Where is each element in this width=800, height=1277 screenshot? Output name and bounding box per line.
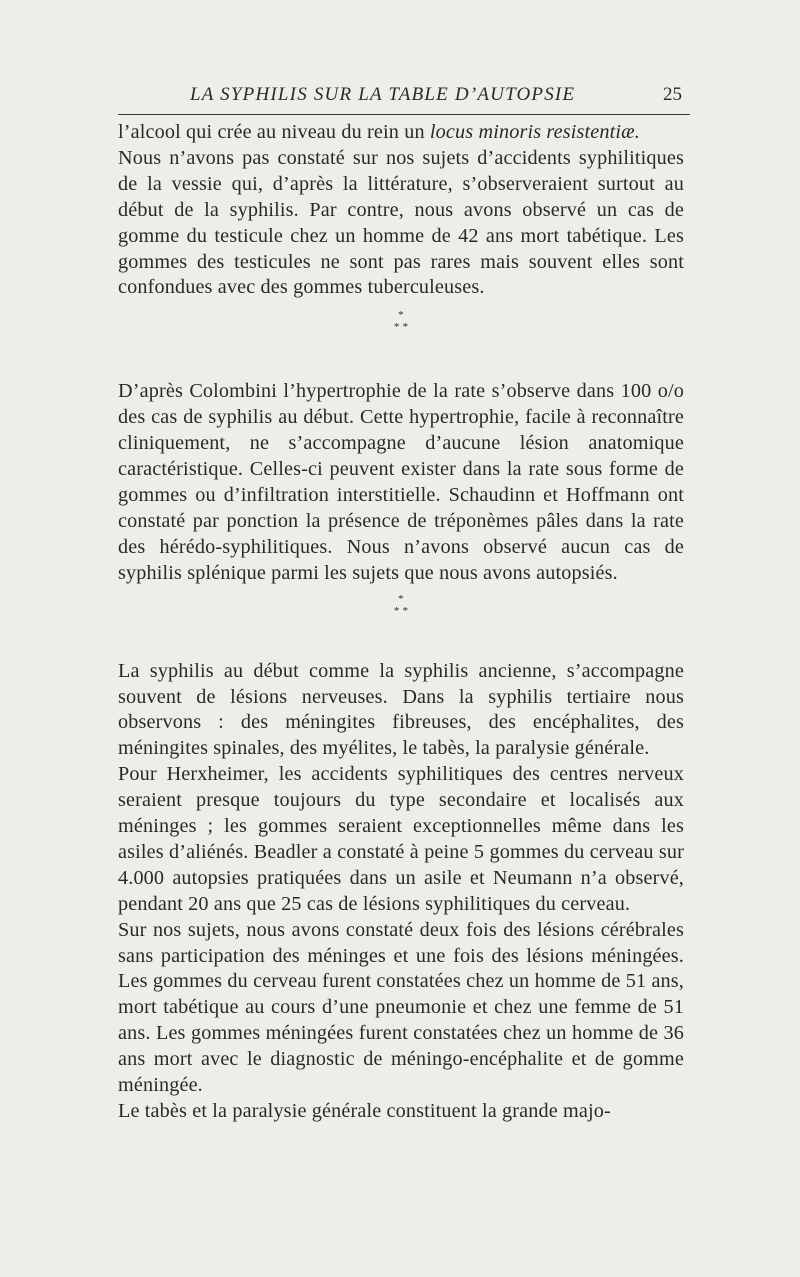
paragraph: Sur nos sujets, nous avons constaté deux fois des lésions cérébrales sans participation des méninges et une fois des lésions méningées. Les gommes du cerveau furent constatées chez un homme de 51 ans, mort tabétique au cours d’une pneumonie et chez une femme de 51 ans. Les gommes méningées furent constatées chez un homme de 36 ans mort avec le diagnostic de méningo-encéphalite et de gomme méningée. [118, 918, 684, 1097]
paragraph: D’après Colombini l’hypertrophie de la rate s’observe dans 100 o/o des cas de syphilis au début. Cette hypertrophie, facile à reconnaître cliniquement, ne s’accompagne d’aucune lésion anatomique caractéristique. Celles-ci peuvent exister dans la rate sous forme de gommes ou d’infiltration interstitielle. Schaudinn et Hoffmann ont constaté par ponction la présence de tréponèmes pâles dans la rate des hérédo-syphilitiques. Nous n’avons observé aucun cas de syphilis splénique parmi les sujets que nous avons autopsiés. [118, 380, 684, 584]
paragraph: Nous n’avons pas constaté sur nos sujets d’accidents syphilitiques de la vessie qui, d’après la littérature, s’observeraient surtout au début de la syphilis. Par contre, nous avons observé un cas de gomme du testicule chez un homme de 42 ans mort tabétique. Les gommes des testicules ne sont pas rares mais souvent elles sont confondues avec des gommes tuberculeuses. [118, 146, 684, 299]
latin-phrase: locus minoris resistentiæ. [429, 121, 640, 143]
running-title: LA SYPHILIS SUR LA TABLE D’AUTOPSIE [190, 84, 576, 105]
asterism-bottom: * * [393, 321, 409, 334]
paragraph: Pour Herxheimer, les accidents syphilitiques des centres nerveux seraient presque toujours du type secondaire et localisés aux méninges ; les gommes seraient exceptionnelles même dans les asiles d’aliénés. Beadler a constaté à peine 5 gommes du cerveau sur 4.000 autopsies pratiquées dans un asile et Neumann n’a observé, pendant 20 ans que 25 cas de lésions syphilitiques du cerveau. [118, 763, 684, 915]
header-rule [118, 114, 690, 115]
section-asterism [118, 309, 684, 333]
paragraph: Le tabès et la paralysie générale constituent la grande majo- [118, 1100, 611, 1122]
page-number: 25 [663, 84, 682, 105]
section-asterism [118, 593, 684, 617]
asterism-top: * [398, 309, 404, 322]
asterism-top: * [398, 592, 404, 605]
body-text [118, 120, 684, 1125]
paragraph [118, 120, 684, 146]
running-head [118, 84, 684, 110]
asterism-bottom: * * [393, 604, 409, 617]
paragraph: La syphilis au début comme la syphilis ancienne, s’accompagne souvent de lésions nerveuses. Dans la syphilis tertiaire nous observons : des méningites fibreuses, des encéphalites, des méningites spinales, des myélites, le tabès, la paralysie générale. [118, 659, 684, 760]
paragraph-text: l’alcool qui crée au niveau du rein un [118, 121, 430, 143]
